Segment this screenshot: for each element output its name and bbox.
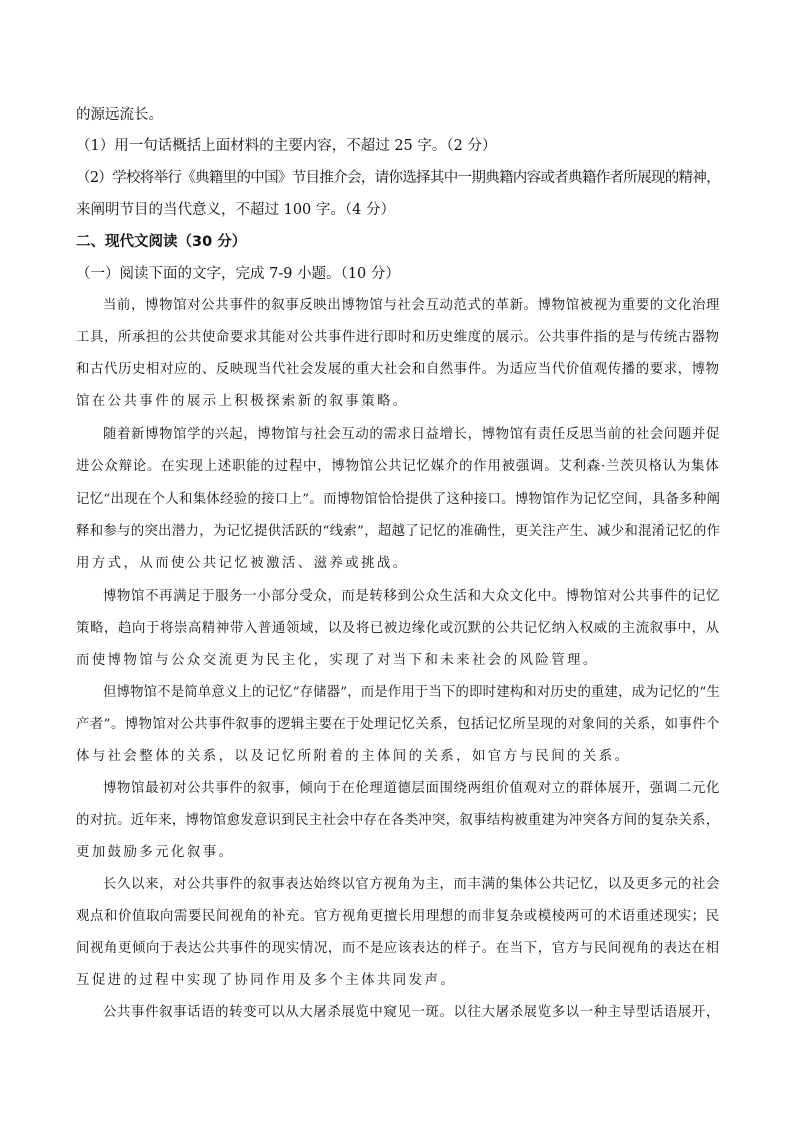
passage-p5-line-1: 博物馆最初对公共事件的叙事，倾向于在伦理道德层面围绕两组价值观对立的群体展开，强调二元化 xyxy=(103,781,720,796)
section-heading: 二、现代文阅读（30 分） xyxy=(76,234,247,250)
passage-p5-line-2: 的对抗。近年来，博物馆愈发意识到民主社会中存在各类冲突，叙事结构被重建为冲突各方间的复杂关系， xyxy=(76,813,720,828)
passage-p6-line-4: 互促进的过程中实现了协同作用及多个主体共同发声。 xyxy=(76,973,457,988)
passage-p2-line-4: 释和参与的突出潜力，为记忆提供活跃的“线索”，超越了记忆的准确性，更关注产生、减少和混淆记忆的作 xyxy=(76,524,721,539)
question-2-line-2: 来阐明节目的当代意义，不超过 100 字。（4 分） xyxy=(76,202,395,218)
passage-p2-line-1: 随着新博物馆学的兴起，博物馆与社会互动的需求日益增长，博物馆有责任反思当前的社会问题并促 xyxy=(103,427,720,442)
question-2-line-1: （2）学校将举行《典籍里的中国》节目推介会，请你选择其中一期典籍内容或者典籍作者所展现的精神， xyxy=(76,170,720,186)
passage-p4-line-1: 但博物馆不是简单意义上的记忆“存储器”，而是作用于当下的即时建构和对历史的重建，成为记忆的“生 xyxy=(103,685,720,700)
passage-p2-line-2: 进公众辩论。在实现上述职能的过程中，博物馆公共记忆媒介的作用被强调。艾利森·兰茨贝格认为集体 xyxy=(76,459,720,474)
passage-p2-line-3: 记忆“出现在个人和集体经验的接口上”。而博物馆恰恰提供了这种接口。博物馆作为记忆空间，具备多种阐 xyxy=(76,492,721,507)
passage-p4-line-2: 产者”。博物馆对公共事件叙事的逻辑主要在于处理记忆关系，包括记忆所呈现的对象间的关系，如事件个 xyxy=(76,717,720,732)
section-subheading: （一）阅读下面的文字，完成 7-9 小题。（10 分） xyxy=(76,266,400,282)
passage-p1-line-3: 和古代历史相对应的、反映现当代社会发展的重大社会和自然事件。为适应当代价值观传播的要求，博物 xyxy=(76,362,720,377)
passage-p2-line-5: 用方式，从而使公共记忆被激活、滋养或挑战。 xyxy=(76,556,409,571)
passage-p1-line-1: 当前，博物馆对公共事件的叙事反映出博物馆与社会互动范式的革新。博物馆被视为重要的文化治理 xyxy=(103,298,720,313)
passage-p6-line-1: 长久以来，对公共事件的叙事表达始终以官方视角为主，而丰满的集体公共记忆，以及更多元的社会 xyxy=(103,877,720,892)
passage-p3-line-3: 而使博物馆与公众交流更为民主化，实现了对当下和未来社会的风险管理。 xyxy=(76,653,599,668)
passage-p3-line-2: 策略，趋向于将崇高精神带入普通领域，以及将已被边缘化或沉默的公共记忆纳入权威的主流叙事中，从 xyxy=(76,621,720,636)
passage-p6-line-2: 观点和价值取向需要民间视角的补充。官方视角更擅长用理想的而非复杂或模棱两可的术语重述现实；民 xyxy=(76,909,720,924)
passage-p5-line-3: 更加鼓励多元化叙事。 xyxy=(76,845,235,860)
passage-p1-line-2: 工具，所承担的公共使命要求其能对公共事件进行即时和历史维度的展示。公共事件指的是与传统古器物 xyxy=(76,330,720,345)
passage-p4-line-3: 体与社会整体的关系，以及记忆所附着的主体间的关系，如官方与民间的关系。 xyxy=(76,749,631,764)
passage-p3-line-1: 博物馆不再满足于服务一小部分受众，而是转移到公众生活和大众文化中。博物馆对公共事件的记忆 xyxy=(103,589,720,604)
previous-passage-tail: 的源远流长。 xyxy=(76,107,163,123)
question-1: （1）用一句话概括上面材料的主要内容，不超过 25 字。（2 分） xyxy=(76,138,497,154)
passage-p7-line-1: 公共事件叙事话语的转变可以从大屠杀展览中窥见一斑。以往大屠杀展览多以一种主导型话语展开， xyxy=(103,1005,720,1020)
passage-p6-line-3: 间视角更倾向于表达公共事件的现实情况，而不是应该表达的样子。在当下，官方与民间视角的表达在相 xyxy=(76,941,720,956)
passage-p1-line-4: 馆在公共事件的展示上积极探索新的叙事策略。 xyxy=(76,394,409,409)
